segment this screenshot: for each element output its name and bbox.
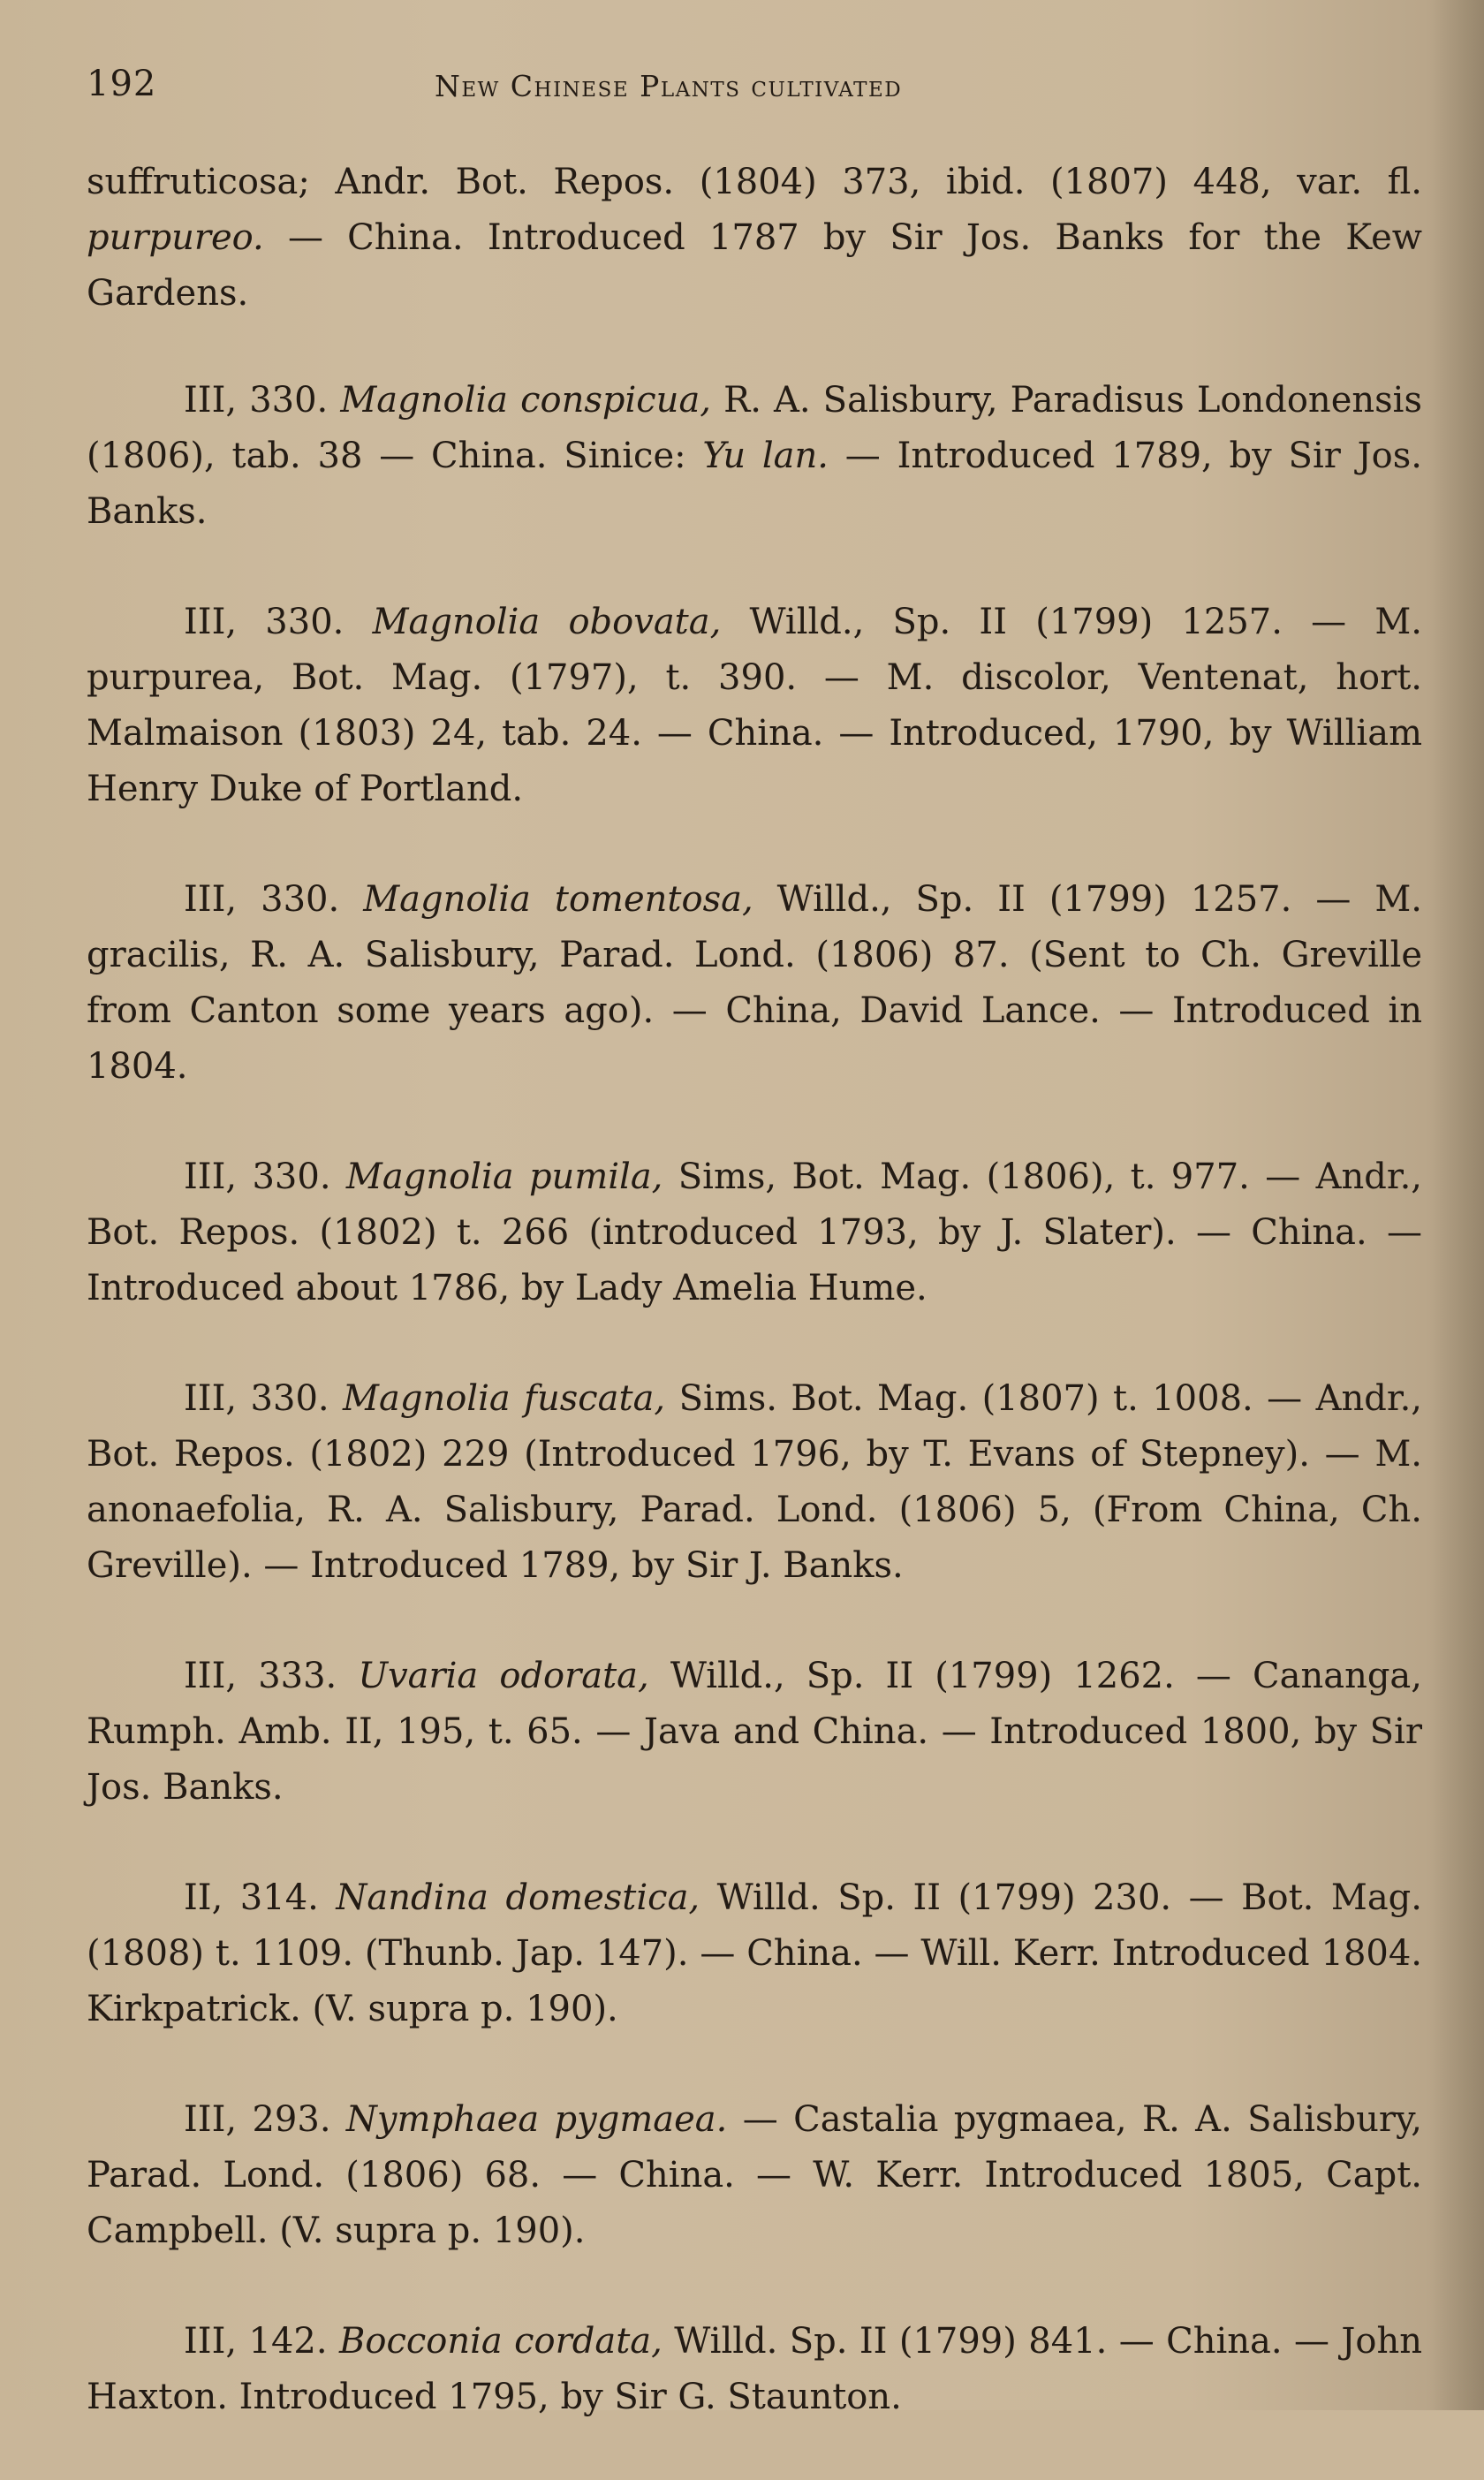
page-number: 192 [87,64,157,104]
entry-paragraph [87,872,1422,1095]
entry-reference: III, 293. [184,2099,331,2140]
entry-text: Sims, Bot. Mag. (1806), t. 977. — Andr., Bot. Repos. (1802) t. 266 (introduced 1793, by J. Slater). — China. — Introduced about 1786, by Lady Amelia Hume. [87,1157,1422,1308]
italic-term: Yu lan. [702,436,829,476]
entry-text: suffruticosa; Andr. Bot. Repos. (1804) 373, ibid. (1807) 448, var. fl. [87,162,1422,202]
entry-text: — Castalia pygmaea, R. A. Salisbury, Parad. Lond. (1806) 68. — China. — W. Kerr. Introduced 1805, Capt. Campbell. (V. supra p. 190). [87,2099,1423,2251]
entry-reference: III, 330. [184,1378,329,1419]
entry-paragraph [87,373,1422,540]
entry-paragraph [87,2314,1422,2425]
species-name: Magnolia obovata, [372,602,722,642]
entry-paragraph [87,1649,1422,1816]
entry-text: R. A. Salisbury, Paradisus Londonensis (1806), tab. 38 — China. Sinice: [87,380,1422,476]
entry-reference: III, 330. [184,1157,331,1197]
entry-reference: III, 333. [184,1656,337,1696]
entry-reference: II, 314. [184,1877,319,1918]
entry-paragraph [87,595,1422,817]
page-body [87,155,1422,2480]
entry-paragraph [87,2092,1422,2259]
page-header [87,64,1429,117]
species-name: Bocconia cordata, [338,2321,662,2362]
running-title: New Chinese Plants cultivated [435,69,903,103]
species-name: Magnolia pumila, [345,1157,663,1197]
entry-paragraph [87,1149,1422,1316]
entry-reference: III, 142. [184,2321,328,2362]
page-gutter-shadow [1431,0,1484,2410]
entry-text: Sims. Bot. Mag. (1807) t. 1008. — Andr., Bot. Repos. (1802) 229 (Introduced 1796, by T. Evans of Stepney). — M. anonaefolia, R. A. Salisbury, Parad. Lond. (1806) 5, (From China, Ch. Greville). — Introduced 1789, by Sir J. Banks. [87,1378,1422,1586]
entry-reference: III, 330. [184,879,340,920]
entry-text: Willd., Sp. II (1799) 1262. — Cananga, Rumph. Amb. II, 195, t. 65. — Java and China. — Introduced 1800, by Sir Jos. Banks. [87,1656,1422,1808]
species-name: Magnolia fuscata, [343,1378,666,1419]
species-name: Nymphaea pygmaea. [345,2099,728,2140]
entry-reference: III, 330. [184,602,344,642]
entry-text: Willd., Sp. II (1799) 1257. — M. purpurea, Bot. Mag. (1797), t. 390. — M. discolor, Ventenat, hort. Malmaison (1803) 24, tab. 24. — China. — Introduced, 1790, by William Henry Duke of Portland. [87,602,1422,809]
entry-paragraph [87,155,1422,322]
entry-text: — China. Introduced 1787 by Sir Jos. Banks for the Kew Gardens. [87,217,1422,314]
entry-reference: III, 330. [184,380,329,421]
entry-text: Willd., Sp. II (1799) 1257. — M. gracilis, R. A. Salisbury, Parad. Lond. (1806) 87. (Sent to Ch. Greville from Canton some years ago). — China, David Lance. — Introduced in 1804. [87,879,1423,1087]
species-name: Magnolia tomentosa, [363,879,753,920]
entry-paragraph [87,1870,1422,2037]
species-name: Magnolia conspicua, [340,380,712,421]
entry-text: Willd. Sp. II (1799) 841. — China. — John Haxton. Introduced 1795, by Sir G. Staunton. [87,2321,1422,2417]
species-name: Uvaria odorata, [358,1656,649,1696]
entry-text: Willd. Sp. II (1799) 230. — Bot. Mag. (1808) t. 1109. (Thunb. Jap. 147). — China. — Will. Kerr. Introduced 1804. Kirkpatrick. (V. supra p. 190). [87,1877,1422,2029]
entry-paragraph [87,1371,1422,1594]
entry-text: — Introduced 1789, by Sir Jos. Banks. [87,436,1423,532]
italic-term: purpureo. [87,217,264,258]
species-name: Nandina domestica, [336,1877,700,1918]
